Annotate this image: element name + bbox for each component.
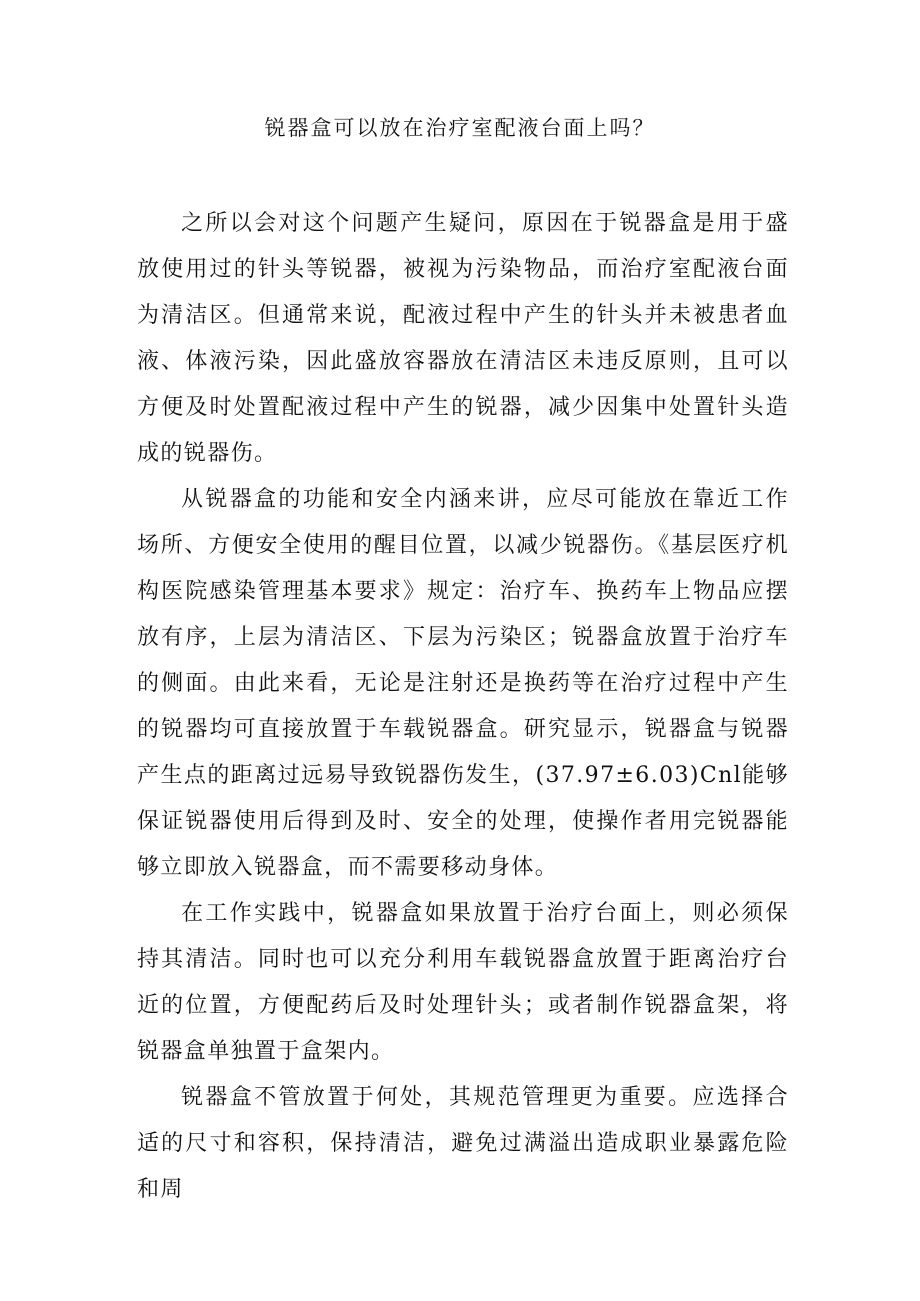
paragraph-3: 在工作实践中，锐器盒如果放置于治疗台面上，则必须保持其清洁。同时也可以充分利用车载锐器盒放置于距离治疗台近的位置，方便配药后及时处理针头；或者制作锐器盒架，将锐器盒单独置于盒架内。	[137, 901, 789, 1064]
paragraph-4: 锐器盒不管放置于何处，其规范管理更为重要。应选择合适的尺寸和容积，保持清洁，避免过满溢出造成职业暴露危险和周	[137, 1085, 789, 1202]
paragraph-2: 从锐器盒的功能和安全内涵来讲，应尽可能放在靠近工作场所、方便安全使用的醒目位置，以减少锐器伤。《基层医疗机构医院感染管理基本要求》规定：治疗车、换药车上物品应摆放有序，上层为清洁区、下层为污染区；锐器盒放置于治疗车的侧面。由此来看，无论是注射还是换药等在治疗过程中产生的锐器均可直接放置于车载锐器盒。研究显示，锐器盒与锐器产生点的距离过远易导致锐器伤发生，(37.97±6.03)Cnl能够保证锐器使用后得到及时、安全的处理，使操作者用完锐器能够立即放入锐器盒，而不需要移动身体。	[137, 487, 789, 880]
paragraph-1: 之所以会对这个问题产生疑问，原因在于锐器盒是用于盛放使用过的针头等锐器，被视为污染物品，而治疗室配液台面为清洁区。但通常来说，配液过程中产生的针头并未被患者血液、体液污染，因此盛放容器放在清洁区未违反原则，且可以方便及时处置配液过程中产生的锐器，减少因集中处置针头造成的锐器伤。	[137, 211, 789, 466]
document-title: 锐器盒可以放在治疗室配液台面上吗？	[264, 116, 656, 140]
document-body	[137, 201, 789, 1213]
